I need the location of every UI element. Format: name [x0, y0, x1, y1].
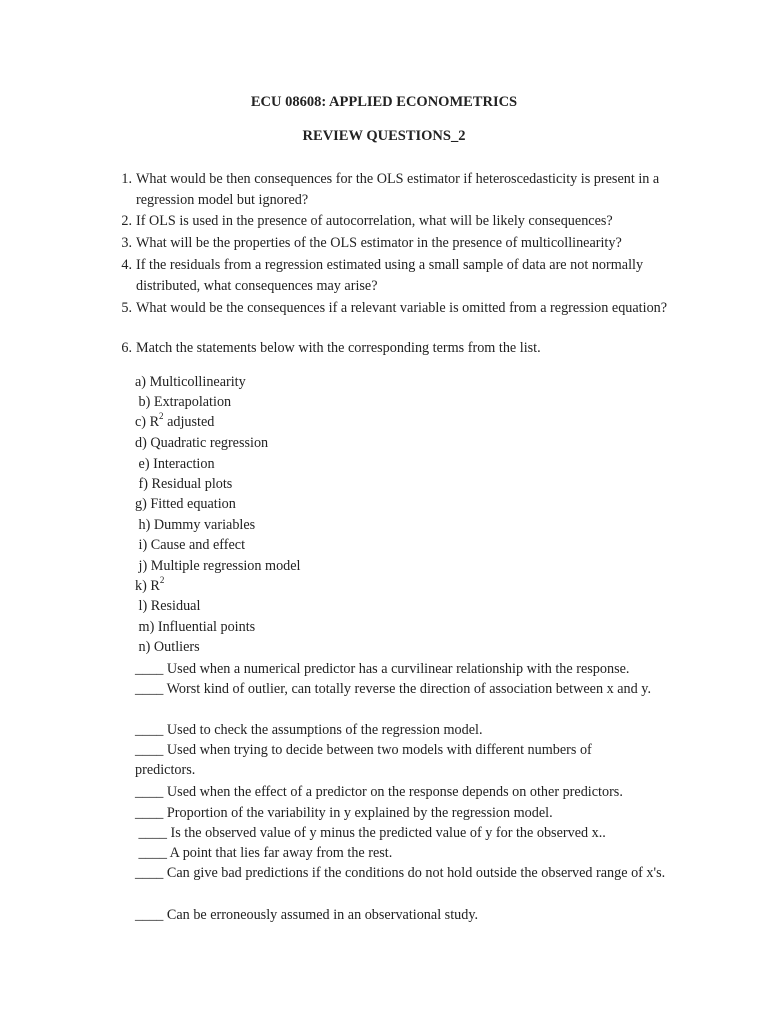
statement-item: ____ Is the observed value of y minus the predicted value of y for the observed x..: [135, 825, 606, 841]
superscript: 2: [159, 575, 165, 586]
question-text: If OLS is used in the presence of autocorrelation, what will be likely consequences?: [136, 213, 613, 229]
question-number: 2.: [121, 213, 132, 229]
review-questions-title: REVIEW QUESTIONS_2: [302, 128, 466, 144]
term-item: d) Quadratic regression: [135, 435, 269, 451]
term-label: c) R: [135, 414, 160, 430]
question-text: Match the statements below with the corresponding terms from the list.: [136, 340, 541, 356]
statement-item: ____ Used to check the assumptions of the regression model.: [135, 722, 483, 738]
question-number: 6.: [121, 340, 132, 356]
term-item: e) Interaction: [135, 456, 215, 472]
question-number: 3.: [121, 235, 132, 251]
statement-item: ____ Used when the effect of a predictor on the response depends on other predictors.: [135, 784, 623, 800]
course-title: ECU 08608: APPLIED ECONOMETRICS: [250, 94, 518, 110]
question-text: What will be the properties of the OLS estimator in the presence of multicollinearity?: [136, 235, 622, 251]
term-item: h) Dummy variables: [135, 517, 256, 533]
term-item: a) Multicollinearity: [135, 374, 246, 390]
statement-item: ____ Worst kind of outlier, can totally reverse the direction of association between x and y.: [135, 681, 651, 697]
term-item: [135, 412, 214, 432]
statement-item: ____ Used when trying to decide between two models with different numbers of predictors.: [135, 742, 592, 778]
question-text: What would be the consequences if a relevant variable is omitted from a regression equation?: [136, 300, 668, 316]
term-label-suffix: adjusted: [163, 414, 215, 430]
question-number: 4.: [121, 257, 132, 273]
term-item: g) Fitted equation: [135, 496, 236, 512]
question-text: If the residuals from a regression estimated using a small sample of data are not normally distributed, what consequences may arise?: [136, 257, 644, 294]
term-item: i) Cause and effect: [135, 537, 246, 553]
term-item: n) Outliers: [135, 639, 200, 655]
term-item: m) Influential points: [135, 619, 256, 635]
question-text: What would be then consequences for the OLS estimator if heteroscedasticity is present in a regression model but ignored?: [136, 171, 660, 208]
term-item: [135, 576, 164, 596]
statement-item: ____ Can be erroneously assumed in an observational study.: [135, 907, 479, 923]
term-item: l) Residual: [135, 598, 201, 614]
term-label: k) R: [135, 578, 160, 594]
term-item: j) Multiple regression model: [135, 558, 301, 574]
term-item: b) Extrapolation: [135, 394, 232, 410]
term-item: f) Residual plots: [135, 476, 233, 492]
statement-item: ____ A point that lies far away from the rest.: [135, 845, 393, 861]
statement-item: ____ Can give bad predictions if the conditions do not hold outside the observed range of x's.: [135, 865, 666, 881]
statement-item: ____ Used when a numerical predictor has a curvilinear relationship with the response.: [135, 661, 630, 677]
question-number: 5.: [121, 300, 132, 316]
question-number: 1.: [121, 171, 132, 187]
statement-item: ____ Proportion of the variability in y explained by the regression model.: [135, 805, 553, 821]
superscript: 2: [159, 411, 164, 422]
